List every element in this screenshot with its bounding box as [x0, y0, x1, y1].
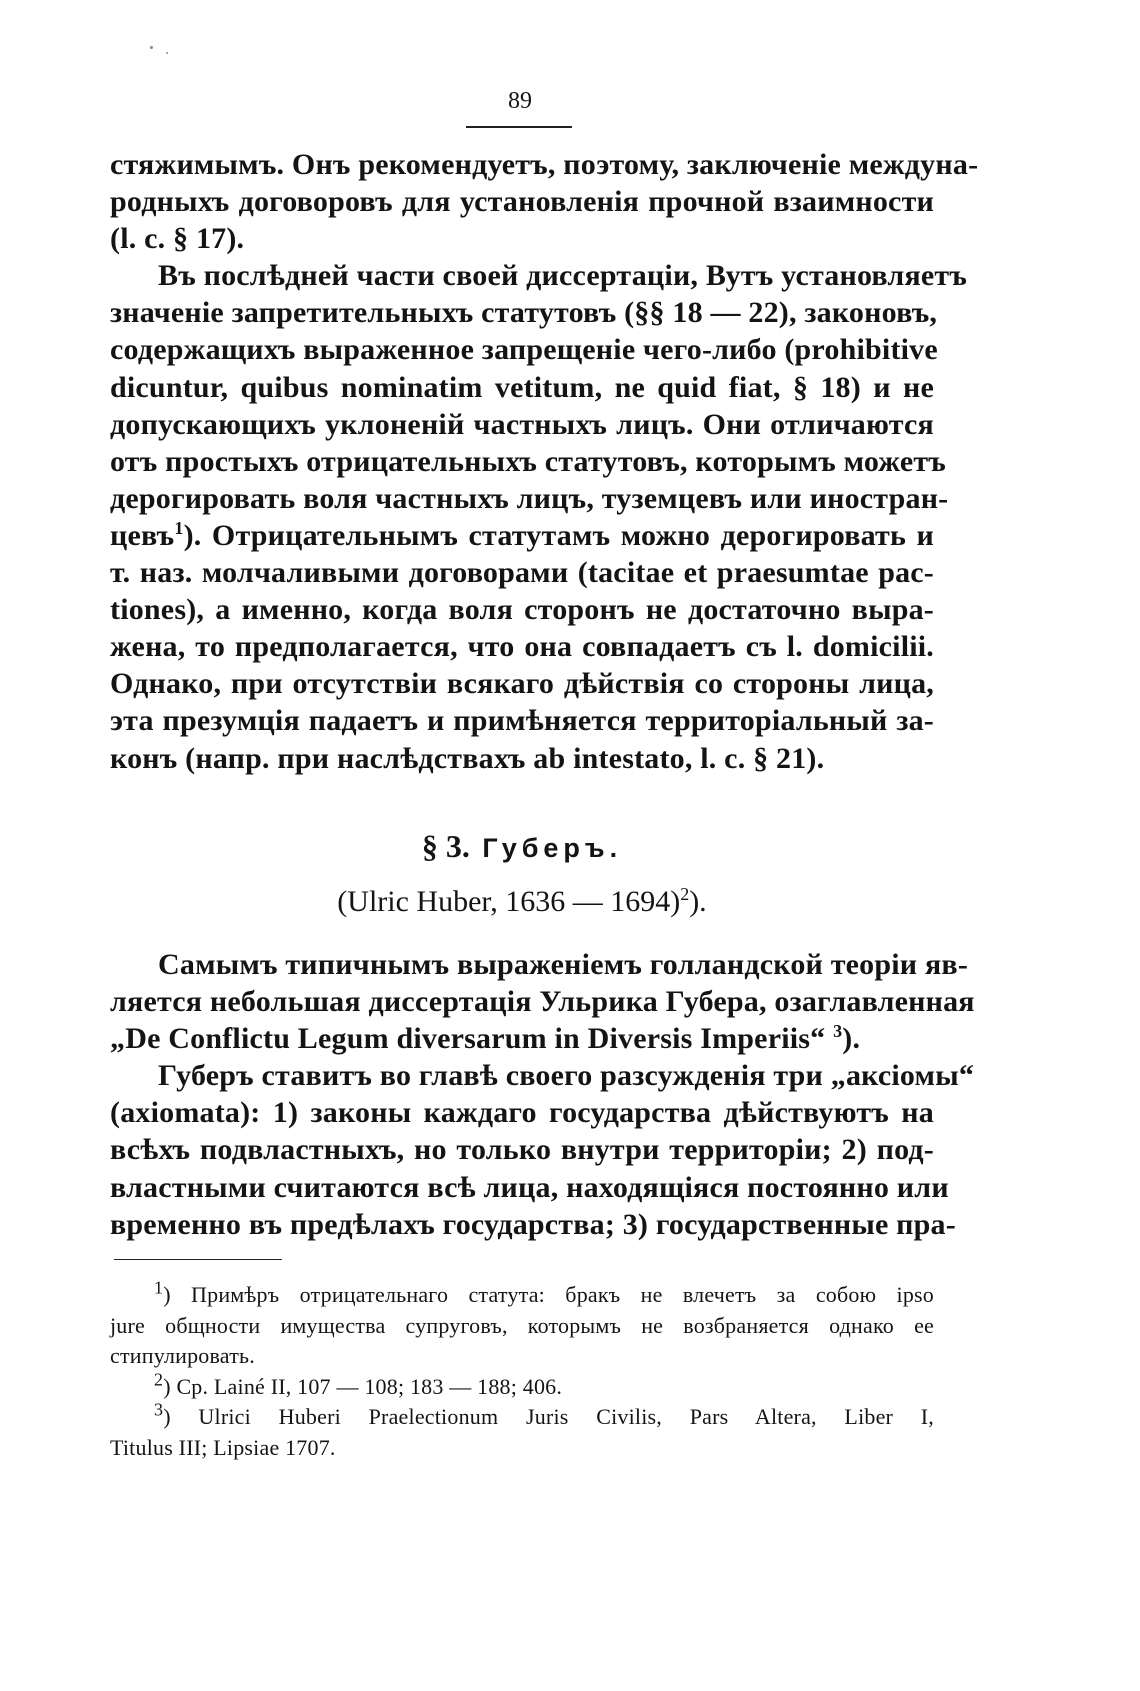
- text-line: Губеръ ставитъ во главѣ своего разсужденія три „аксіомы“: [158, 1059, 975, 1093]
- footnotes: [110, 1277, 934, 1463]
- text-line: всѣхъ подвластныхъ, но только внутри территоріи; 2) под-: [110, 1133, 934, 1167]
- text-line: Однако, при отсутствіи всякаго дѣйствія со стороны лица,: [110, 667, 934, 701]
- text-line: (l. c. § 17).: [110, 222, 245, 256]
- text-line: [110, 517, 934, 554]
- section-number: § 3.: [421, 828, 470, 864]
- page-number: 89: [508, 88, 532, 114]
- footnote-line: $^1$) Примѣръ отрицательнаго статута: бракъ не влечетъ за собою ipso: [154, 1277, 934, 1307]
- text-line: значеніе запретительныхъ статутовъ (§§ 18 — 22), законовъ,: [110, 296, 938, 330]
- text-line: т. наз. молчаливыми договорами (tacitae et praesumtae pac-: [110, 556, 934, 590]
- text-line: dicuntur, quibus nominatim vetitum, ne quid fiat, § 18) и не: [110, 370, 934, 404]
- body-text-lower: [110, 946, 975, 1243]
- text-line: стяжимымъ. Онъ рекомендуетъ, поэтому, заключеніе междуна-: [110, 148, 979, 181]
- text-fragment: ).: [842, 1022, 861, 1056]
- footnote-line: $^2$) Cp. Lainé II, 107 — 108; 183 — 188; 406.: [154, 1369, 563, 1399]
- footnote-separator: [114, 1259, 282, 1260]
- footnote-ref: 1: [174, 517, 184, 538]
- text-line: (axiomata): 1) законы каждаго государства дѣйствуютъ на: [110, 1096, 934, 1130]
- footnote-text: Cp. Lainé II, 107 — 108; 183 — 188; 406.: [176, 1373, 563, 1399]
- footnote-ref: 3: [833, 1021, 843, 1042]
- footnote-mark: 3: [154, 1399, 164, 1420]
- text-line: [110, 1020, 934, 1057]
- subtitle-text: (Ulric Huber, 1636 — 1694): [337, 885, 681, 918]
- text-line: tiones), а именно, когда воля сторонъ не достаточно выра-: [110, 593, 934, 627]
- footnote-line: jure общности имущества супруговъ, которымъ не возбраняется однако ее: [110, 1312, 934, 1338]
- subtitle-end: ).: [689, 885, 707, 918]
- footnote-line: $^3$) Ulrici Huberi Praelectionum Juris Civilis, Pars Altera, Liber I,: [154, 1399, 934, 1429]
- text-line: Въ послѣдней части своей диссертаціи, Вутъ установляетъ: [158, 259, 968, 293]
- footnote-mark: 1: [154, 1277, 164, 1298]
- text-fragment: „De Conflictu Legum diversarum in Diversis Imperiis“: [110, 1022, 826, 1056]
- footnote-text: Ulrici Huberi Praelectionum Juris Civilis, Pars Altera, Liber I,: [198, 1404, 934, 1429]
- text-line: родныхъ договоровъ для установленія прочной взаимности: [110, 185, 934, 219]
- scan-speck: [166, 52, 168, 54]
- text-line: ляется небольшая диссертація Ульрика Губера, озаглавленная: [110, 985, 975, 1019]
- section-title: Губеръ.: [482, 833, 623, 863]
- page-number-rule: [466, 126, 572, 128]
- text-line: властными считаются всѣ лица, находящіяся постоянно или: [110, 1170, 949, 1204]
- text-line: дерогировать воля частныхъ лицъ, туземцевъ или иностран-: [110, 481, 949, 515]
- footnote-text: Примѣръ отрицательнаго статута: бракъ не влечетъ за собою ipso: [191, 1282, 934, 1307]
- footnote-ref: 2: [680, 884, 690, 904]
- text-line: содержащихъ выраженное запрещеніе чего-либо (prohibitive: [110, 333, 938, 367]
- text-line: Самымъ типичнымъ выраженіемъ голландской теоріи яв-: [158, 948, 969, 981]
- text-line: допускающихъ уклоненій частныхъ лицъ. Они отличаются: [110, 407, 934, 441]
- footnote-line: Titulus III; Lipsiae 1707.: [110, 1434, 336, 1460]
- text-fragment: цевъ: [110, 518, 175, 552]
- footnote-mark: 2: [154, 1369, 164, 1390]
- text-line: жена, то предполагается, что она совпадаетъ съ l. domicilii.: [110, 630, 934, 664]
- text-line: конъ (напр. при наслѣдствахъ ab intestato, l. c. § 21).: [110, 741, 825, 775]
- section-heading: [110, 828, 934, 865]
- scan-speck: [150, 46, 153, 49]
- section-subtitle: [110, 885, 934, 919]
- text-line: отъ простыхъ отрицательныхъ статутовъ, которымъ можетъ: [110, 444, 946, 478]
- text-line: эта презумція падаетъ и примѣняется территоріальный за-: [110, 704, 934, 738]
- text-line: временно въ предѣлахъ государства; 3) государственные пра-: [110, 1207, 956, 1241]
- footnote-line: стипулировать.: [110, 1343, 255, 1368]
- text-fragment: ). Отрицательнымъ статутамъ можно дерогировать и: [183, 518, 934, 552]
- body-text-upper: [110, 146, 979, 777]
